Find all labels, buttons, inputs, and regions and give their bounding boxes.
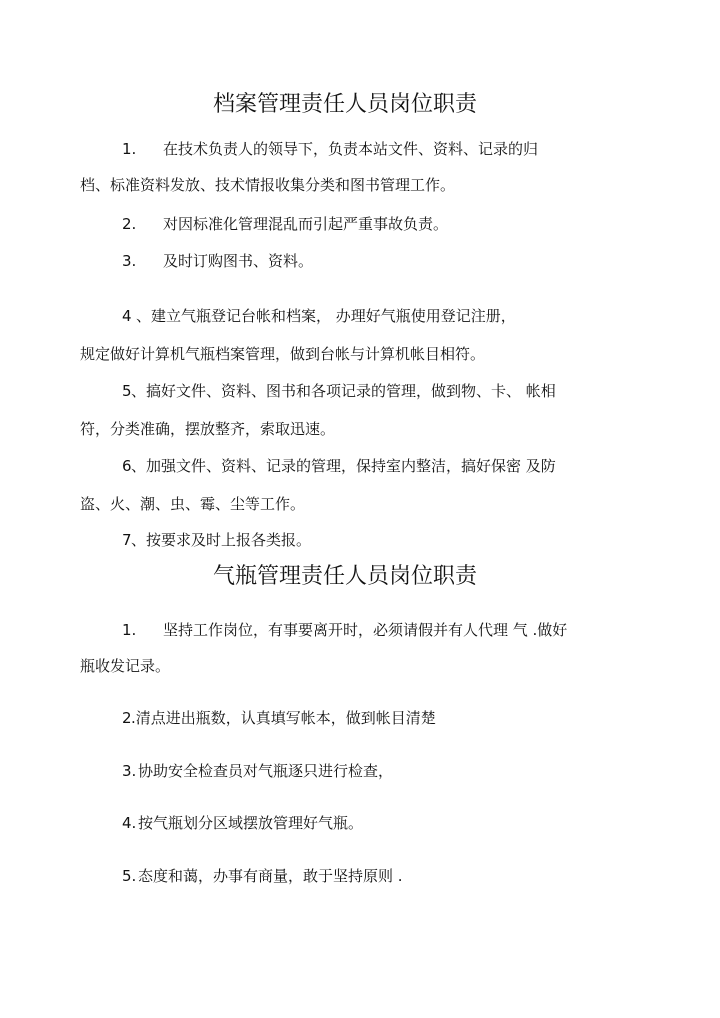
- item-text: 、加强文件、资料、记录的管理，保持室内整洁，搞好保密 及防: [131, 457, 556, 475]
- item-number: 3.: [122, 252, 137, 270]
- item-text-cont: 规定做好计算机气瓶档案管理，做到台帐与计算机帐目相符。: [80, 345, 486, 363]
- item-text-cont: 瓶收发记录。: [80, 657, 171, 675]
- item-text: .清点进出瓶数，认真填写帐本，做到帐目清楚: [131, 709, 436, 727]
- item-number: 1.: [122, 621, 137, 639]
- item-number: 5: [122, 382, 132, 400]
- item-number: 2: [122, 709, 132, 727]
- item-text-cont: 档、标准资料发放、技术情报收集分类和图书管理工作。: [80, 176, 456, 194]
- section1-title: 档案管理责任人员岗位职责: [213, 92, 478, 117]
- item-text: 、建立气瓶登记台帐和档案， 办理好气瓶使用登记注册，: [136, 307, 516, 325]
- item-number: 3.: [122, 762, 137, 780]
- section2-title: 气瓶管理责任人员岗位职责: [213, 564, 478, 589]
- item-number: 2.: [122, 215, 137, 233]
- item-text: 按气瓶划分区域摆放管理好气瓶。: [138, 814, 364, 832]
- item-text: 对因标准化管理混乱而引起严重事故负责。: [163, 215, 449, 233]
- item-number: 1.: [122, 140, 137, 158]
- item-text: 协助安全检查员对气瓶逐只进行检查，: [138, 762, 394, 780]
- item-text-cont: 盗、火、潮、虫、霉、尘等工作。: [80, 495, 306, 513]
- item-text: 在技术负责人的领导下，负责本站文件、资料、记录的归: [163, 140, 539, 158]
- item-number: 4: [122, 307, 132, 325]
- item-text-cont: 符，分类准确，摆放整齐，索取迅速。: [80, 420, 336, 438]
- item-number: 7: [122, 531, 132, 549]
- item-text: 、搞好文件、资料、图书和各项记录的管理，做到物、卡、 帐相: [131, 382, 556, 400]
- item-text: 及时订购图书、资料。: [163, 252, 314, 270]
- item-text: 态度和蔼，办事有商量，敢于坚持原则 .: [138, 867, 403, 885]
- item-number: 6: [122, 457, 132, 475]
- item-number: 4.: [122, 814, 137, 832]
- item-text: 、按要求及时上报各类报。: [131, 531, 312, 549]
- item-text: 坚持工作岗位，有事要离开时，必须请假并有人代理 气 .做好: [163, 621, 568, 639]
- item-number: 5.: [122, 867, 137, 885]
